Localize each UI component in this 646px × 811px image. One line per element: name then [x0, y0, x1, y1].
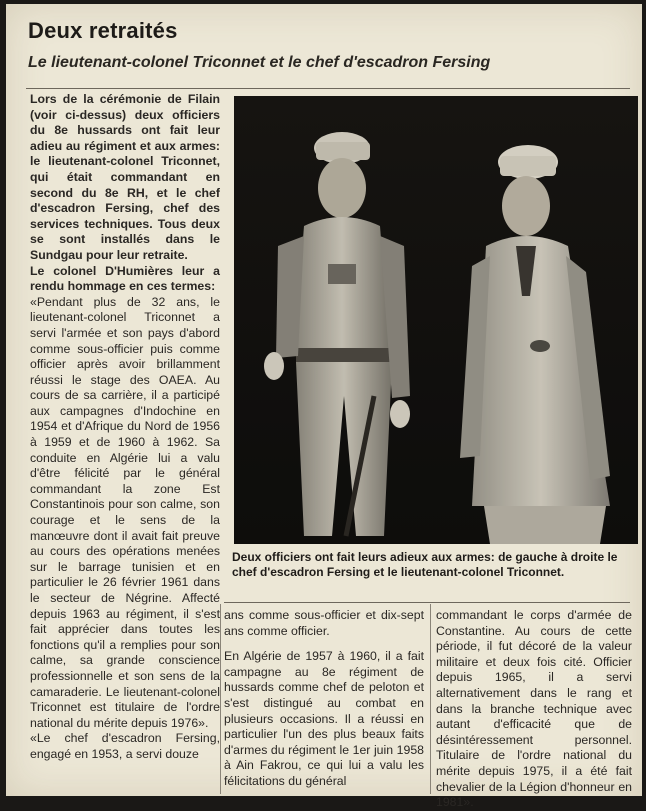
fersing-algerie-paragraph: En Algérie de 1957 à 1960, il a fait campagne au 8e régiment de hussards comme chef de peloton et s'est distingué au combat en plusieurs occasions. Il a réussi en particulier l'un des plus beaux faits d'armes du régiment le 1er juin 1958 à Ain Fakrou, ce qui lui a valu les félicitations du général: [224, 649, 424, 788]
left-column: [30, 92, 220, 763]
intro-paragraph: Lors de la cérémonie de Filain (voir ci-dessus) deux officiers du 8e hussards ont fait leur adieu au régiment et aux armes: le lieutenant-colonel Triconnet, qui était commandant en second du 8e RH, et le chef d'escadron Fersing, chef des services techniques. Tous deux se sont installés dans le Sundgau pour leur retraite.: [30, 92, 220, 262]
photo-illustration: [234, 96, 638, 544]
subheadline: Le lieutenant-colonel Triconnet et le chef d'escadron Fersing: [28, 54, 491, 71]
headline: Deux retraités: [28, 18, 178, 43]
column-separator-right: [430, 604, 431, 794]
middle-column: [224, 608, 424, 790]
caption-rule: [224, 602, 630, 603]
newspaper-clipping: [6, 4, 642, 810]
triconnet-quote: «Pendant plus de 32 ans, le lieutenant-colonel Triconnet a servi l'armée et son pays d'abord comme sous-officier puis comme officier après avoir brillamment réussi le stage des OAEA. Au cours de sa carrière, il a participé aux campagnes d'Indochine en 1954 et d'Afrique du Nord de 1956 à 1959 et de 1960 à 1962. Sa conduite en Algérie lui a valu d'être félicité par le général commandant la zone Est Constantinois pour son calme, son courage et le sens de la manœuvre dont il avait fait preuve au cours des opérations menées sur le barrage tunisien et en particulier le 26 février 1961 dans le secteur de Négrine. Affecté depuis 1963 au régiment, il s'est fait apprécier dans toutes les fonctions qu'il a remplies pour son calme, sa grande conscience professionnelle et son sens de la camaraderie. Le lieutenant-colonel Triconnet est titulaire de l'ordre national du mérite depuis 1976».: [30, 294, 220, 730]
top-rule: [26, 88, 630, 89]
fersing-continuation-2: commandant le corps d'armée de Constantine. Au cours de cette période, il fut décoré de la valeur militaire et deux fois cité. Officier depuis 1965, il a servi alternativement dans le rang et dans la branche technique avec autant d'efficacité que de désintéressement personnel. Titulaire de l'ordre national du mérite depuis 1975, il a été fait chevalier de la Légion d'honneur en 1981».: [436, 608, 632, 810]
homage-paragraph: Le colonel D'Humières leur a rendu hommage en ces termes:: [30, 263, 220, 294]
column-separator-left: [220, 604, 221, 794]
right-column: [436, 608, 632, 811]
fersing-quote-start: «Le chef d'escadron Fersing, engagé en 1953, a servi douze: [30, 731, 220, 761]
photo-caption: Deux officiers ont fait leurs adieux aux armes: de gauche à droite le chef d'escadron Fersing et le lieutenant-colonel Triconnet.: [232, 550, 618, 579]
fersing-continuation-1: ans comme sous-officier et dix-sept ans comme officier.: [224, 608, 424, 638]
officers-photo: [234, 96, 638, 544]
